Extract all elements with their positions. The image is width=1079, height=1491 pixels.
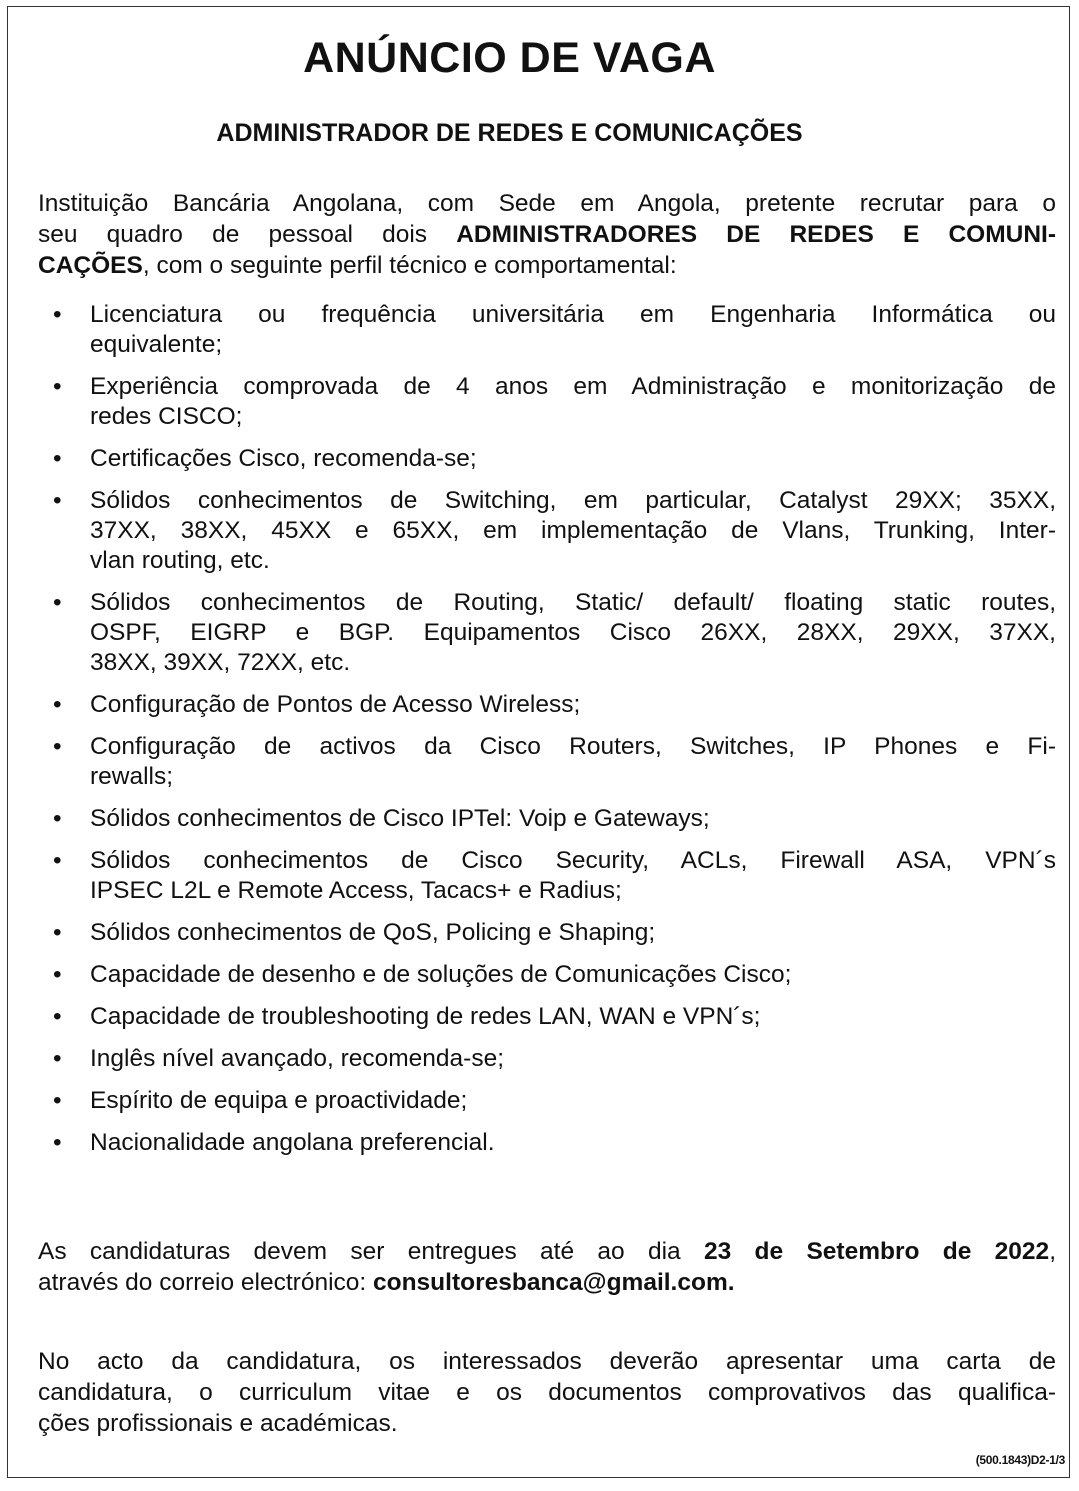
requirement-item bbox=[38, 960, 1056, 990]
requirement-text-line: Configuração de activos da Cisco Routers, Switches, IP Phones e Fi- bbox=[90, 733, 1056, 760]
requirement-text-line: Configuração de Pontos de Acesso Wireless; bbox=[90, 691, 581, 718]
requirement-item bbox=[38, 300, 1056, 360]
intro-position-title: ADMINISTRADORES DE REDES E COMUNI- bbox=[456, 221, 1057, 248]
bullet-dot: • bbox=[53, 733, 62, 760]
bullet-dot: • bbox=[53, 373, 62, 400]
bullet-dot: • bbox=[53, 487, 62, 514]
requirement-item bbox=[38, 486, 1056, 576]
requirement-item bbox=[38, 1086, 1056, 1116]
deadline-date: 23 de Setembro de 2022 bbox=[703, 1238, 1050, 1265]
requirement-text-line: Sólidos conhecimentos de Cisco Security, ACLs, Firewall ASA, VPN´s bbox=[90, 847, 1056, 874]
intro-line-2 bbox=[38, 219, 1056, 250]
requirement-item bbox=[38, 444, 1056, 474]
deadline-comma: , bbox=[1049, 1238, 1056, 1265]
requirement-text-line: OSPF, EIGRP e BGP. Equipamentos Cisco 26XX, 28XX, 29XX, 37XX, bbox=[90, 619, 1056, 646]
requirement-text-line: Licenciatura ou frequência universitária em Engenharia Informática ou bbox=[90, 301, 1056, 328]
bullet-dot: • bbox=[53, 961, 62, 988]
requirement-text-line: Sólidos conhecimentos de Routing, Static/ default/ floating static routes, bbox=[90, 589, 1056, 616]
job-title: ADMINISTRADOR DE REDES E COMUNICAÇÕES bbox=[216, 119, 803, 147]
requirement-item bbox=[38, 846, 1056, 906]
requirement-text-line: Capacidade de troubleshooting de redes LAN, WAN e VPN´s; bbox=[90, 1003, 761, 1030]
requirement-text-line: Certificações Cisco, recomenda-se; bbox=[90, 445, 477, 472]
requirement-item bbox=[38, 690, 1056, 720]
bullet-dot: • bbox=[53, 301, 62, 328]
closing-paragraph bbox=[38, 1346, 1056, 1439]
requirement-item bbox=[38, 1002, 1056, 1032]
bullet-dot: • bbox=[53, 1129, 62, 1156]
requirement-text-line: equivalente; bbox=[90, 331, 223, 358]
requirement-text-line: vlan routing, etc. bbox=[90, 547, 270, 574]
bullet-dot: • bbox=[53, 805, 62, 832]
intro-line-2-text: seu quadro de pessoal dois bbox=[38, 221, 457, 248]
bullet-dot: • bbox=[53, 1087, 62, 1114]
requirement-text-line: 37XX, 38XX, 45XX e 65XX, em implementação de Vlans, Trunking, Inter- bbox=[90, 517, 1056, 544]
reference-code: (500.1843)D2-1/3 bbox=[975, 1453, 1065, 1467]
requirements-list bbox=[38, 300, 1056, 1170]
requirement-text-line: rewalls; bbox=[90, 763, 174, 790]
bullet-dot: • bbox=[53, 589, 62, 616]
deadline-text: As candidaturas devem ser entregues até ao dia bbox=[38, 1238, 704, 1265]
requirement-item bbox=[38, 1044, 1056, 1074]
deadline-line-1 bbox=[38, 1236, 1056, 1267]
bullet-dot: • bbox=[53, 1003, 62, 1030]
requirement-item bbox=[38, 804, 1056, 834]
bullet-dot: • bbox=[53, 691, 62, 718]
ad-title: ANÚNCIO DE VAGA bbox=[303, 34, 716, 82]
intro-position-title-cont: CAÇÕES bbox=[38, 252, 143, 279]
bullet-dot: • bbox=[53, 1045, 62, 1072]
requirement-text-line: Sólidos conhecimentos de Cisco IPTel: Voip e Gateways; bbox=[90, 805, 710, 832]
requirement-text-line: 38XX, 39XX, 72XX, etc. bbox=[90, 649, 351, 676]
intro-line-3 bbox=[38, 250, 1056, 281]
requirement-text-line: Sólidos conhecimentos de Switching, em particular, Catalyst 29XX; 35XX, bbox=[90, 487, 1056, 514]
requirement-item bbox=[38, 1128, 1056, 1158]
intro-line-3-text: , com o seguinte perfil técnico e comportamental: bbox=[142, 252, 677, 279]
requirement-text-line: Espírito de equipa e proactividade; bbox=[90, 1087, 468, 1114]
bullet-dot: • bbox=[53, 445, 62, 472]
requirement-item bbox=[38, 588, 1056, 678]
requirement-text-line: Experiência comprovada de 4 anos em Administração e monitorização de bbox=[90, 373, 1056, 400]
email-label: através do correio electrónico: bbox=[38, 1269, 373, 1296]
requirement-text-line: Sólidos conhecimentos de QoS, Policing e Shaping; bbox=[90, 919, 656, 946]
deadline-line-2 bbox=[38, 1267, 1056, 1298]
bullet-dot: • bbox=[53, 919, 62, 946]
intro-paragraph bbox=[38, 188, 1056, 281]
requirement-item bbox=[38, 372, 1056, 432]
requirement-text-line: redes CISCO; bbox=[90, 403, 243, 430]
requirement-text-line: Nacionalidade angolana preferencial. bbox=[90, 1129, 495, 1156]
deadline-paragraph bbox=[38, 1236, 1056, 1298]
closing-line-3: ções profissionais e académicas. bbox=[38, 1410, 398, 1437]
requirement-item bbox=[38, 732, 1056, 792]
requirement-item bbox=[38, 918, 1056, 948]
contact-email: consultoresbanca@gmail.com. bbox=[373, 1269, 735, 1296]
requirement-text-line: IPSEC L2L e Remote Access, Tacacs+ e Radius; bbox=[90, 877, 622, 904]
closing-line-1: No acto da candidatura, os interessados deverão apresentar uma carta de bbox=[38, 1348, 1056, 1375]
requirement-text-line: Capacidade de desenho e de soluções de Comunicações Cisco; bbox=[90, 961, 792, 988]
bullet-dot: • bbox=[53, 847, 62, 874]
closing-line-2: candidatura, o curriculum vitae e os documentos comprovativos das qualifica- bbox=[38, 1379, 1056, 1406]
requirement-text-line: Inglês nível avançado, recomenda-se; bbox=[90, 1045, 505, 1072]
intro-line-1: Instituição Bancária Angolana, com Sede em Angola, pretente recrutar para o bbox=[38, 190, 1056, 217]
